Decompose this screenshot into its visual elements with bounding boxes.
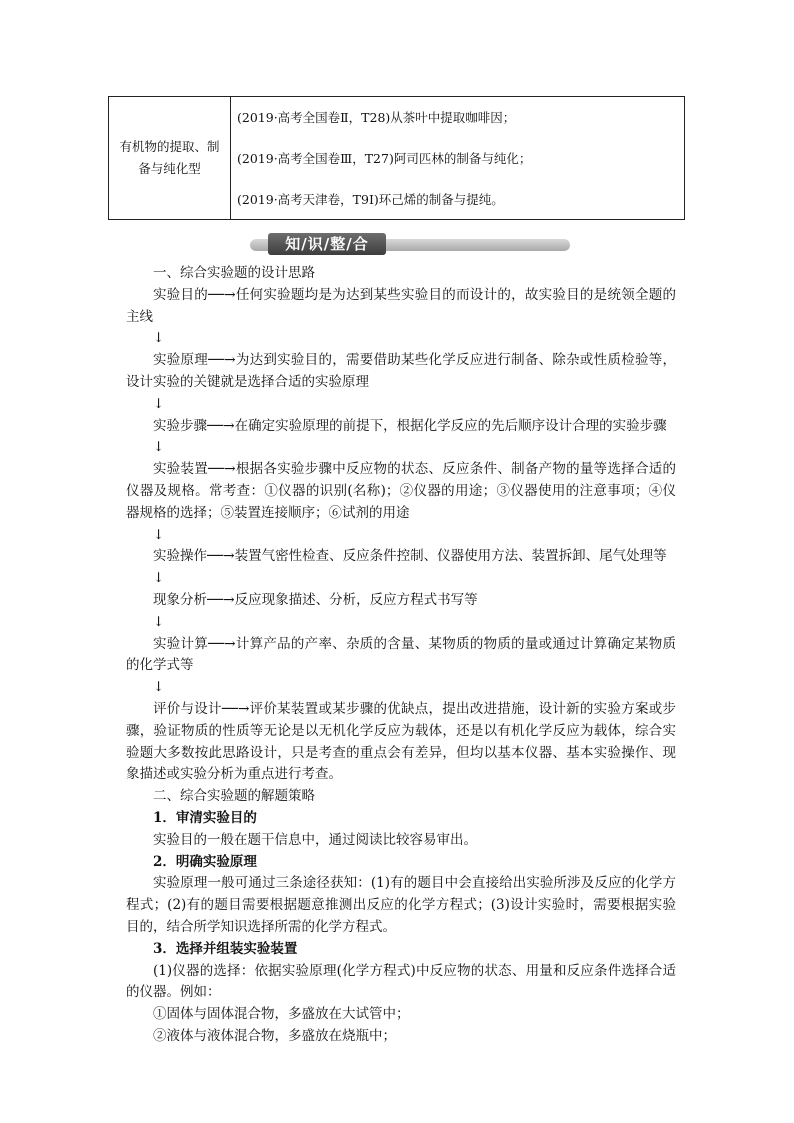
- table-category-cell: 有机物的提取、制备与纯化型: [109, 97, 231, 219]
- table-item: (2019·高考全国卷Ⅲ，T27)阿司匹林的制备与纯化；: [237, 151, 532, 166]
- banner-label: 知/识/整/合: [268, 233, 386, 255]
- down-arrow-icon: ↓: [153, 570, 165, 587]
- main-content: [126, 263, 676, 1048]
- paragraph: 实验原理一般可通过三条途径获知：(1)有的题目中会直接给出实验所涉及反应的化学方程式；(2)有的题目需要根据题意推测出反应的化学方程式；(3)设计实验时，需要根据实验目的，结合所学知识选择所需的化学方程式。: [126, 875, 676, 935]
- table-item: (2019·高考全国卷Ⅱ，T28)从茶叶中提取咖啡因；: [237, 110, 516, 125]
- flow-step: 现象分析──→反应现象描述、分析，反应方程式书写等: [153, 591, 478, 608]
- paragraph: (1)仪器的选择：依据实验原理(化学方程式)中反应物的状态、用量和反应条件选择合适的仪器。例如：: [126, 962, 676, 1001]
- down-arrow-icon: ↓: [153, 613, 165, 630]
- down-arrow-icon: ↓: [153, 679, 165, 696]
- section-heading: 一、综合实验题的设计思路: [153, 265, 315, 281]
- question-type-table: [108, 96, 685, 220]
- flow-step: 评价与设计──→评价某装置或某步骤的优缺点，提出改进措施，设计新的实验方案或步骤，验证物质的性质等无论是以无机化学反应为载体，还是以有机化学反应为载体，综合实验题大多数按此思路设计，只是考查的重点会有差异，但均以基本仪器、基本实验操作、现象描述或实验分析为重点进行考查。: [126, 700, 676, 783]
- list-item: ①固体与固体混合物，多盛放在大试管中；: [153, 1006, 410, 1023]
- subsection-title: 3．选择并组装实验装置: [153, 940, 298, 957]
- section-heading: 二、综合实验题的解题策略: [153, 788, 315, 805]
- section-banner: [250, 235, 570, 253]
- flow-step: 实验目的──→任何实验题均是为达到某些实验目的而设计的，故实验目的是统领全题的主线: [126, 286, 676, 325]
- flow-step: 实验计算──→计算产品的产率、杂质的含量、某物质的物质的量或通过计算确定某物质的化学式等: [126, 635, 676, 674]
- subsection-title: 1．审清实验目的: [153, 809, 257, 826]
- flow-step: 实验装置──→根据各实验步骤中反应物的状态、反应条件、制备产物的量等选择合适的仪器及规格。常考查：①仪器的识别(名称)；②仪器的用途；③仪器使用的注意事项；④仪器规格的选择；⑤装置连接顺序；⑥试剂的用途: [126, 461, 676, 521]
- flow-step: 实验操作──→装置气密性检查、反应条件控制、仪器使用方法、装置拆卸、尾气处理等: [153, 548, 667, 565]
- table-item: (2019·高考天津卷，T9Ⅰ)环己烯的制备与提纯。: [237, 192, 504, 207]
- down-arrow-icon: ↓: [153, 395, 165, 412]
- down-arrow-icon: ↓: [153, 439, 165, 456]
- list-item: ②液体与液体混合物，多盛放在烧瓶中；: [153, 1027, 396, 1044]
- flow-step: 实验步骤──→在确定实验原理的前提下，根据化学反应的先后顺序设计合理的实验步骤: [153, 417, 667, 434]
- table-items-cell: [231, 97, 684, 219]
- subsection-title: 2．明确实验原理: [153, 853, 257, 870]
- down-arrow-icon: ↓: [153, 526, 165, 543]
- paragraph: 实验目的一般在题干信息中，通过阅读比较容易审出。: [153, 831, 477, 848]
- down-arrow-icon: ↓: [153, 330, 165, 347]
- flow-step: 实验原理──→为达到实验目的，需要借助某些化学反应进行制备、除杂或性质检验等，设计实验的关键就是选择合适的实验原理: [126, 352, 676, 390]
